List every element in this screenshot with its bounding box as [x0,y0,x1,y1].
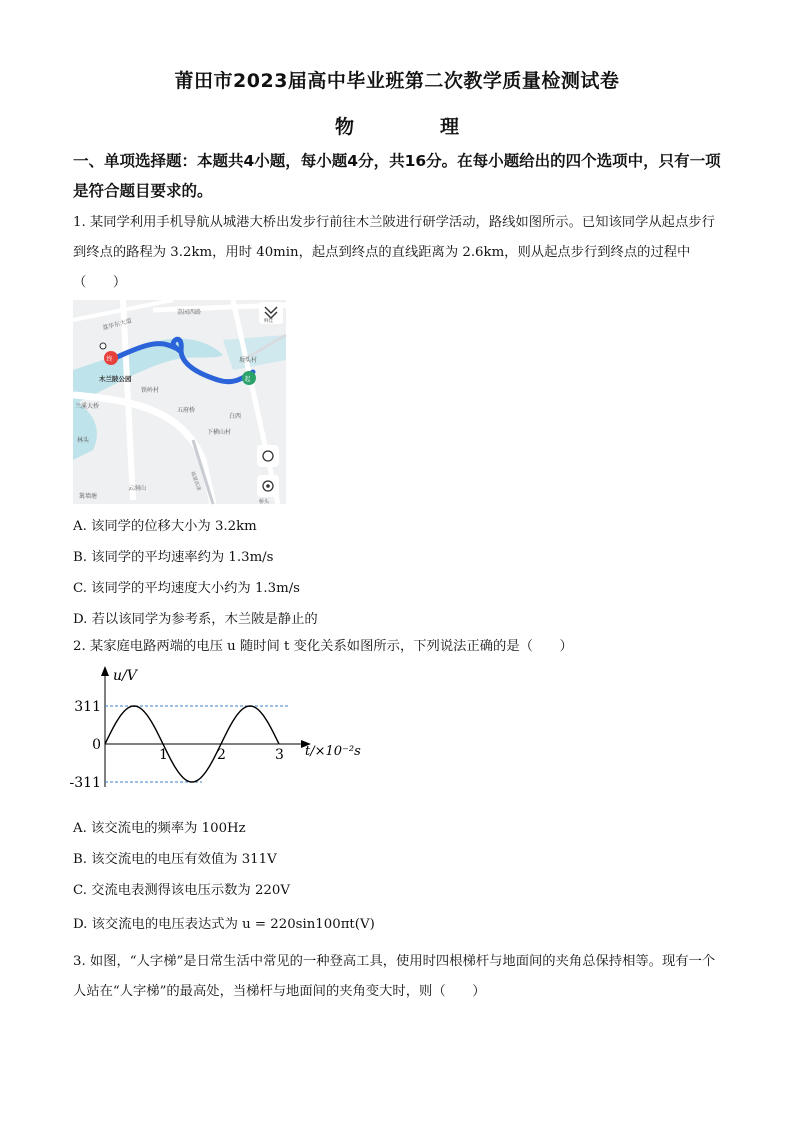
x-tick-label: 2 [217,747,226,763]
q1-option-d: D. 若以该同学为参考系，木兰陂是静止的 [73,612,318,627]
map-road-left: 荔华东大道 [101,317,133,332]
map-start-marker: 起 [244,376,251,383]
exam-title: 莆田市2023届高中毕业班第二次教学质量检测试卷 [174,70,620,92]
location-dot-icon [100,343,106,349]
question-1-stem: 1. 某同学利用手机导航从城港大桥出发步行前往木兰陂进行研学活动，路线如图所示。已知该同学从起点步行到终点的路程为 3.2km，用时 40min，起点到终点的直线距离为 2.6km，则从起点步行到终点的过程中（ ） [73,215,715,290]
subject-char-2: 理 [440,116,460,138]
map-road-top: 荔园西路 [177,309,202,316]
q2-option-c: C. 交流电表测得该电压示数为 220V [73,883,290,898]
y-tick-label: 311 [74,699,101,715]
map-area-1: 林头 [77,437,90,444]
map-end-marker: 终 [106,356,113,363]
map-corner-label: 桥头 [259,499,270,505]
question-2-stem: 2. 某家庭电路两端的电压 u 随时间 t 变化关系如图所示，下列说法正确的是（ ） [73,639,573,654]
map-village-5: 坂头村 [239,357,258,364]
x-tick-label: 1 [159,747,168,763]
q2-option-a: A. 该交流电的频率为 100Hz [73,821,246,836]
question-3-stem: 3. 如图，“人字梯”是日常生活中常见的一种登高工具，使用时四根梯杆与地面间的夹角总保持相等。现有一个人站在“人字梯”的最高处，当梯杆与地面间的夹角变大时，则（ ） [73,954,716,999]
map-refresh-button[interactable] [257,445,279,467]
route-map [73,300,286,504]
map-bridge: 兰溪大桥 [75,403,100,410]
x-tick-label: 3 [275,747,284,763]
q2-option-d: D. 该交流电的电压表达式为 u = 220sin100πt(V) [73,917,375,932]
map-village-4: 白西 [229,413,242,420]
q1-option-b: B. 该同学的平均速率约为 1.3m/s [73,550,274,565]
map-area-2: 云洞山 [128,485,147,492]
subject-char-1: 物 [335,116,355,138]
y-axis-label: u/V [113,668,137,684]
map-village-1: 铁岭村 [141,387,160,394]
q1-option-a: A. 该同学的位移大小为 3.2km [73,519,257,534]
y-tick-label: -311 [69,775,101,791]
y-axis-arrow-icon [101,666,109,676]
section-heading: 一、单项选择题：本题共4小题，每小题4分，共16分。在每小题给出的四个选项中，只有一项是符合题目要求的。 [73,152,721,200]
q1-option-c: C. 该同学的平均速度大小约为 1.3m/s [73,581,301,596]
q2-option-b: B. 该交流电的电压有效值为 311V [73,852,277,867]
y-tick-label: 0 [92,737,101,753]
voltage-time-graph [69,662,373,792]
map-area-3: 篱墙塘 [79,493,98,500]
x-axis-label: t/×10⁻²s [305,744,361,759]
map-road-diag: 福厦高速 [189,470,202,492]
map-park: 木兰陂公园 [99,375,132,383]
map-village-3: 下横山村 [207,429,232,436]
map-village-2: 五府桥 [177,407,196,414]
map-top-right-label: 鲜佳 [264,319,273,324]
